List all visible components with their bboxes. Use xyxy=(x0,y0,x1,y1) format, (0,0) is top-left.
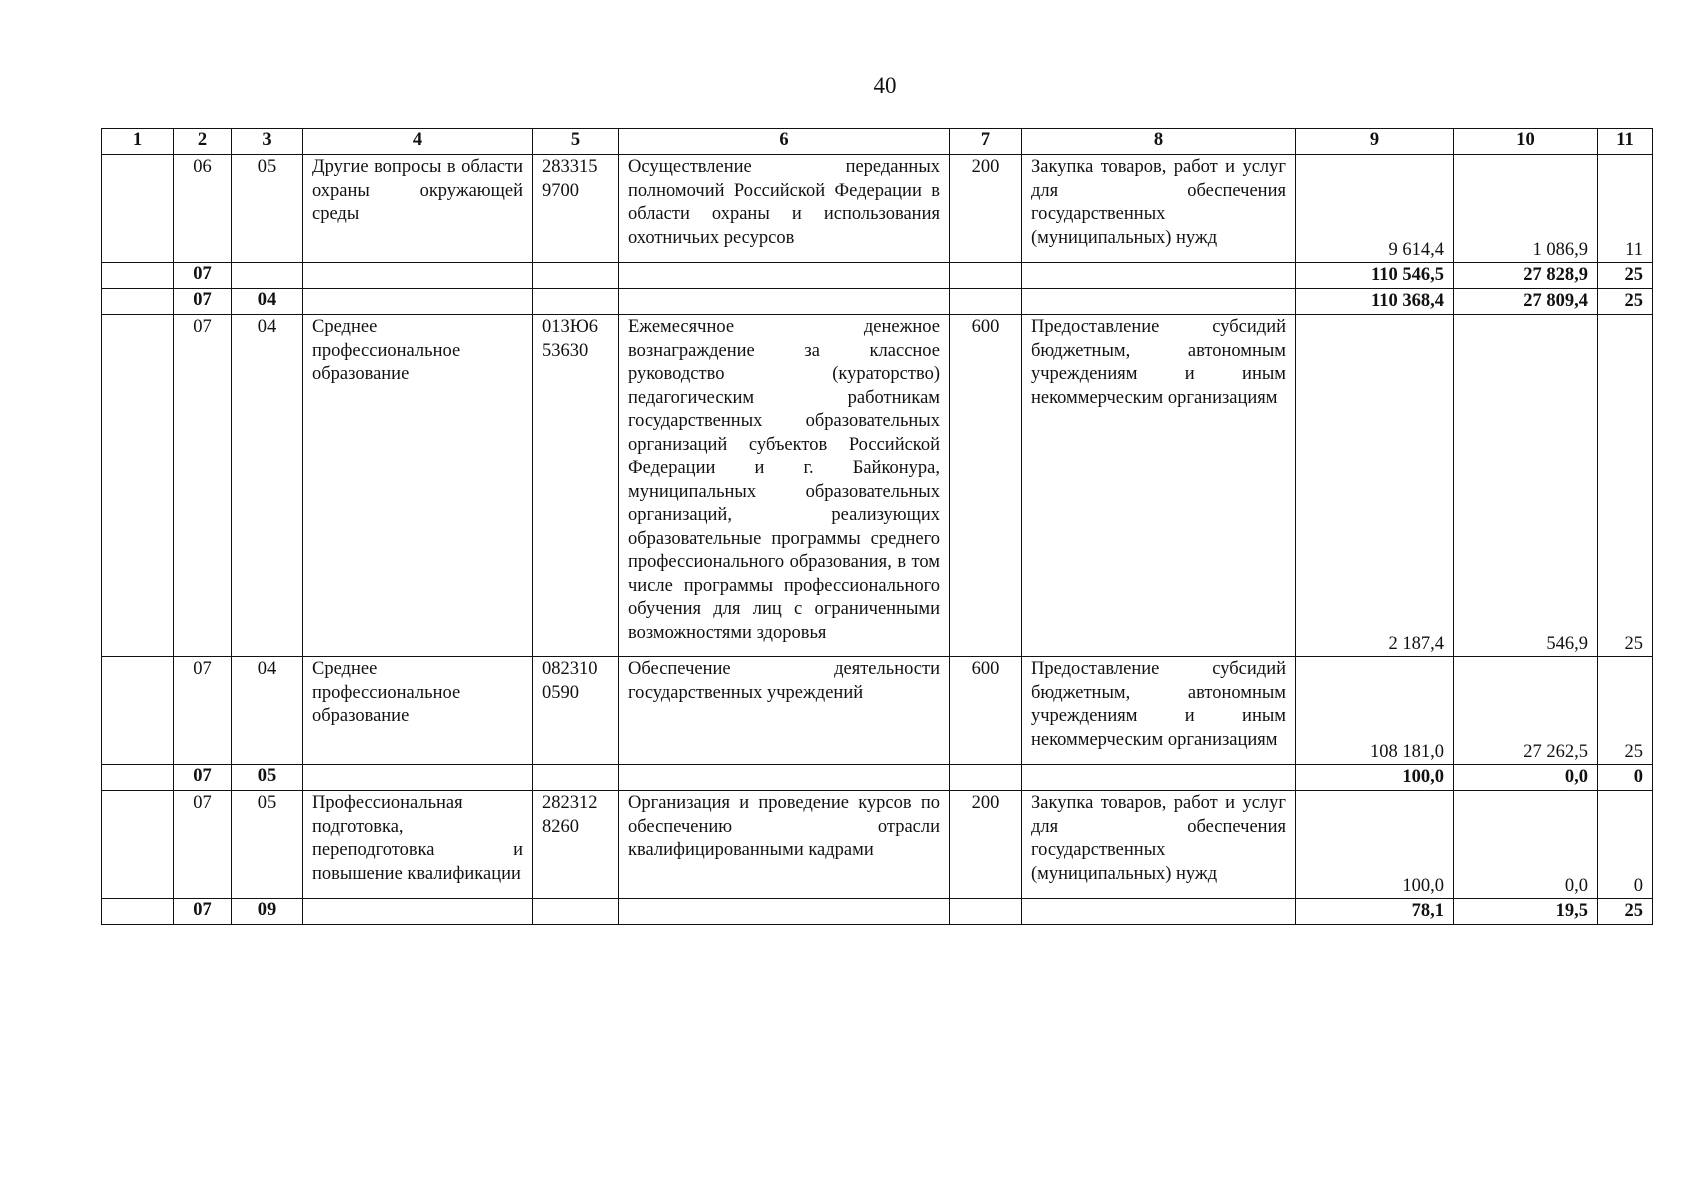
cell-subsection: 09 xyxy=(232,899,303,925)
cell-subsection: 04 xyxy=(232,315,303,657)
column-header-8: 8 xyxy=(1022,129,1296,155)
cell-target-code xyxy=(533,765,619,791)
cell-subsection: 05 xyxy=(232,791,303,899)
cell-amount-actual: 0,0 xyxy=(1454,791,1598,899)
cell-expense-name: Предоставление субсидий бюджетным, автономным учреждениям и иным некоммерческим организациям xyxy=(1022,657,1296,765)
cell-expense-name: Закупка товаров, работ и услуг для обеспечения государственных (муниципальных) нужд xyxy=(1022,791,1296,899)
cell-percent: 25 xyxy=(1598,657,1653,765)
cell-section: 07 xyxy=(174,791,232,899)
cell-target-name xyxy=(619,289,950,315)
cell-amount-actual: 0,0 xyxy=(1454,765,1598,791)
table-body xyxy=(102,155,1653,925)
cell-expense-type xyxy=(950,899,1022,925)
cell-section-name xyxy=(303,289,533,315)
cell-target-name: Осуществление переданных полномочий Российской Федерации в области охраны и использования охотничьих ресурсов xyxy=(619,155,950,263)
cell-target-code: 013Ю6 53630 xyxy=(533,315,619,657)
cell-section: 07 xyxy=(174,315,232,657)
cell-expense-name xyxy=(1022,263,1296,289)
cell-section-name xyxy=(303,263,533,289)
cell-expense-type: 200 xyxy=(950,791,1022,899)
cell-amount-plan: 2 187,4 xyxy=(1296,315,1454,657)
cell-expense-name xyxy=(1022,765,1296,791)
cell-target-name: Организация и проведение курсов по обеспечению отрасли квалифицированными кадрами xyxy=(619,791,950,899)
cell-percent: 25 xyxy=(1598,315,1653,657)
cell-target-name: Ежемесячное денежное вознаграждение за классное руководство (кураторство) педагогическим работникам государственных образовательных организаций субъектов Российской Федерации и г. Байконура, муниципальных образовательных организаций, реализующих образовательные программы среднего профессионального образования, в том числе программы профессионального обучения для лиц с ограниченными возможностями здоровья xyxy=(619,315,950,657)
cell-subsection: 04 xyxy=(232,289,303,315)
cell-amount-plan: 108 181,0 xyxy=(1296,657,1454,765)
cell-section: 07 xyxy=(174,263,232,289)
cell-amount-plan: 110 368,4 xyxy=(1296,289,1454,315)
column-header-11: 11 xyxy=(1598,129,1653,155)
cell-target-code xyxy=(533,289,619,315)
cell-col1 xyxy=(102,791,174,899)
cell-section: 07 xyxy=(174,899,232,925)
cell-target-name: Обеспечение деятельности государственных учреждений xyxy=(619,657,950,765)
table-row xyxy=(102,155,1653,263)
column-header-10: 10 xyxy=(1454,129,1598,155)
cell-percent: 11 xyxy=(1598,155,1653,263)
table-row xyxy=(102,289,1653,315)
cell-amount-actual: 19,5 xyxy=(1454,899,1598,925)
cell-amount-actual: 27 809,4 xyxy=(1454,289,1598,315)
budget-table xyxy=(101,128,1653,925)
column-header-1: 1 xyxy=(102,129,174,155)
cell-amount-plan: 9 614,4 xyxy=(1296,155,1454,263)
table-row xyxy=(102,765,1653,791)
cell-amount-plan: 100,0 xyxy=(1296,791,1454,899)
cell-target-name xyxy=(619,765,950,791)
cell-col1 xyxy=(102,315,174,657)
table-row xyxy=(102,315,1653,657)
cell-percent: 25 xyxy=(1598,263,1653,289)
cell-percent: 0 xyxy=(1598,791,1653,899)
cell-amount-actual: 546,9 xyxy=(1454,315,1598,657)
column-header-3: 3 xyxy=(232,129,303,155)
cell-col1 xyxy=(102,289,174,315)
cell-expense-type: 600 xyxy=(950,315,1022,657)
cell-section: 07 xyxy=(174,657,232,765)
cell-section-name xyxy=(303,899,533,925)
cell-subsection: 05 xyxy=(232,155,303,263)
cell-amount-actual: 1 086,9 xyxy=(1454,155,1598,263)
cell-col1 xyxy=(102,765,174,791)
cell-subsection: 04 xyxy=(232,657,303,765)
cell-amount-plan: 100,0 xyxy=(1296,765,1454,791)
cell-percent: 25 xyxy=(1598,289,1653,315)
cell-expense-name: Предоставление субсидий бюджетным, автономным учреждениям и иным некоммерческим организациям xyxy=(1022,315,1296,657)
cell-section: 06 xyxy=(174,155,232,263)
cell-percent: 0 xyxy=(1598,765,1653,791)
cell-target-code xyxy=(533,263,619,289)
cell-subsection: 05 xyxy=(232,765,303,791)
table-row xyxy=(102,657,1653,765)
cell-col1 xyxy=(102,899,174,925)
cell-section: 07 xyxy=(174,765,232,791)
table-row xyxy=(102,791,1653,899)
cell-expense-type xyxy=(950,765,1022,791)
column-header-7: 7 xyxy=(950,129,1022,155)
column-header-9: 9 xyxy=(1296,129,1454,155)
cell-section-name xyxy=(303,765,533,791)
cell-section-name: Среднее профессиональное образование xyxy=(303,315,533,657)
cell-expense-type: 600 xyxy=(950,657,1022,765)
header-row xyxy=(102,129,1653,155)
cell-amount-actual: 27 828,9 xyxy=(1454,263,1598,289)
cell-expense-type xyxy=(950,289,1022,315)
cell-target-name xyxy=(619,899,950,925)
cell-col1 xyxy=(102,155,174,263)
cell-section-name: Среднее профессиональное образование xyxy=(303,657,533,765)
column-header-2: 2 xyxy=(174,129,232,155)
cell-target-code: 283315 9700 xyxy=(533,155,619,263)
cell-col1 xyxy=(102,263,174,289)
cell-section-name: Другие вопросы в области охраны окружающей среды xyxy=(303,155,533,263)
cell-section: 07 xyxy=(174,289,232,315)
table-row xyxy=(102,899,1653,925)
cell-expense-type xyxy=(950,263,1022,289)
cell-amount-actual: 27 262,5 xyxy=(1454,657,1598,765)
cell-subsection xyxy=(232,263,303,289)
cell-expense-name: Закупка товаров, работ и услуг для обеспечения государственных (муниципальных) нужд xyxy=(1022,155,1296,263)
cell-expense-name xyxy=(1022,899,1296,925)
cell-amount-plan: 78,1 xyxy=(1296,899,1454,925)
cell-expense-type: 200 xyxy=(950,155,1022,263)
column-header-5: 5 xyxy=(533,129,619,155)
cell-percent: 25 xyxy=(1598,899,1653,925)
column-header-4: 4 xyxy=(303,129,533,155)
cell-target-name xyxy=(619,263,950,289)
table-row xyxy=(102,263,1653,289)
cell-target-code: 282312 8260 xyxy=(533,791,619,899)
page-number: 40 xyxy=(873,73,897,98)
cell-target-code: 082310 0590 xyxy=(533,657,619,765)
cell-col1 xyxy=(102,657,174,765)
cell-section-name: Профессиональная подготовка, переподготовка и повышение квалификации xyxy=(303,791,533,899)
cell-target-code xyxy=(533,899,619,925)
cell-amount-plan: 110 546,5 xyxy=(1296,263,1454,289)
cell-expense-name xyxy=(1022,289,1296,315)
column-header-6: 6 xyxy=(619,129,950,155)
